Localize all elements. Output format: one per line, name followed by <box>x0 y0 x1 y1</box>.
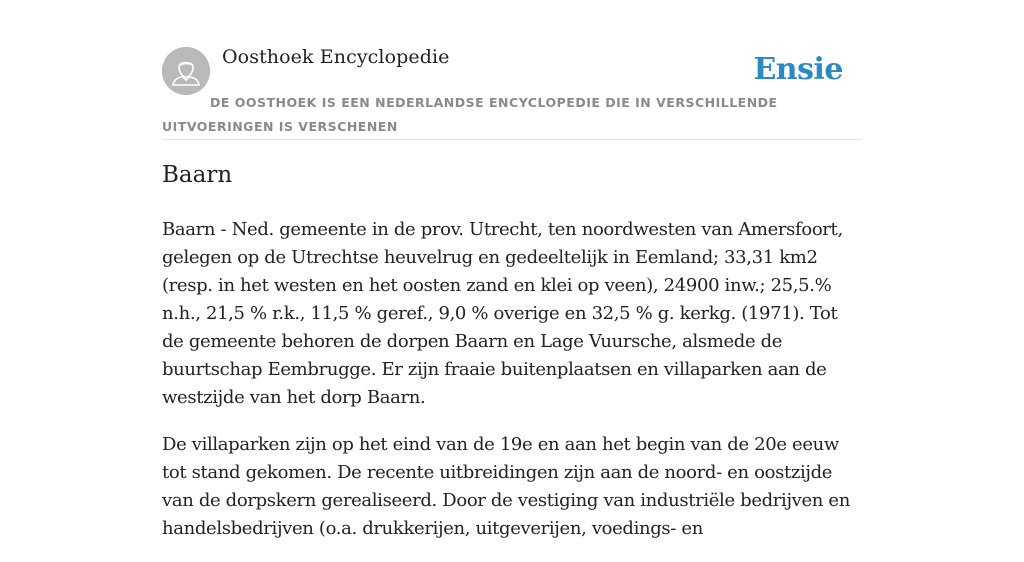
article-body <box>162 216 862 562</box>
source-title[interactable]: Oosthoek Encyclopedie <box>222 46 450 68</box>
source-header <box>162 40 862 140</box>
article-title: Baarn <box>162 162 233 188</box>
ensie-logo-link[interactable]: Ensie <box>753 52 843 87</box>
user-avatar-icon[interactable] <box>162 47 210 95</box>
source-description: DE OOSTHOEK IS EEN NEDERLANDSE ENCYCLOPEDIE DIE IN VERSCHILLENDE UITVOERINGEN IS VERSCHENEN <box>162 95 778 134</box>
article-paragraph-2: De villaparken zijn op het eind van de 19e en aan het begin van de 20e eeuw tot stand gekomen. De recente uitbreidingen zijn aan de noord- en oostzijde van de dorpskern gerealiseerd. Door de vestiging van industriële bedrijven en handelsbedrijven (o.a. drukkerijen, uitgeverijen, voedings- en <box>162 434 850 539</box>
article-paragraph-1: Baarn - Ned. gemeente in de prov. Utrecht, ten noordwesten van Amersfoort, gelegen op de Utrechtse heuvelrug en gedeeltelijk in Eemland; 33,31 km2 (resp. in het westen en het oosten zand en klei op veen), 24900 inw.; 25,5.% n.h., 21,5 % r.k., 11,5 % geref., 9,0 % overige en 32,5 % g. kerkg. (1971). Tot de gemeente behoren de dorpen Baarn en Lage Vuursche, alsmede de buurtschap Eembrugge. Er zijn fraaie buitenplaatsen en villaparken aan de westzijde van het dorp Baarn. <box>162 219 843 408</box>
